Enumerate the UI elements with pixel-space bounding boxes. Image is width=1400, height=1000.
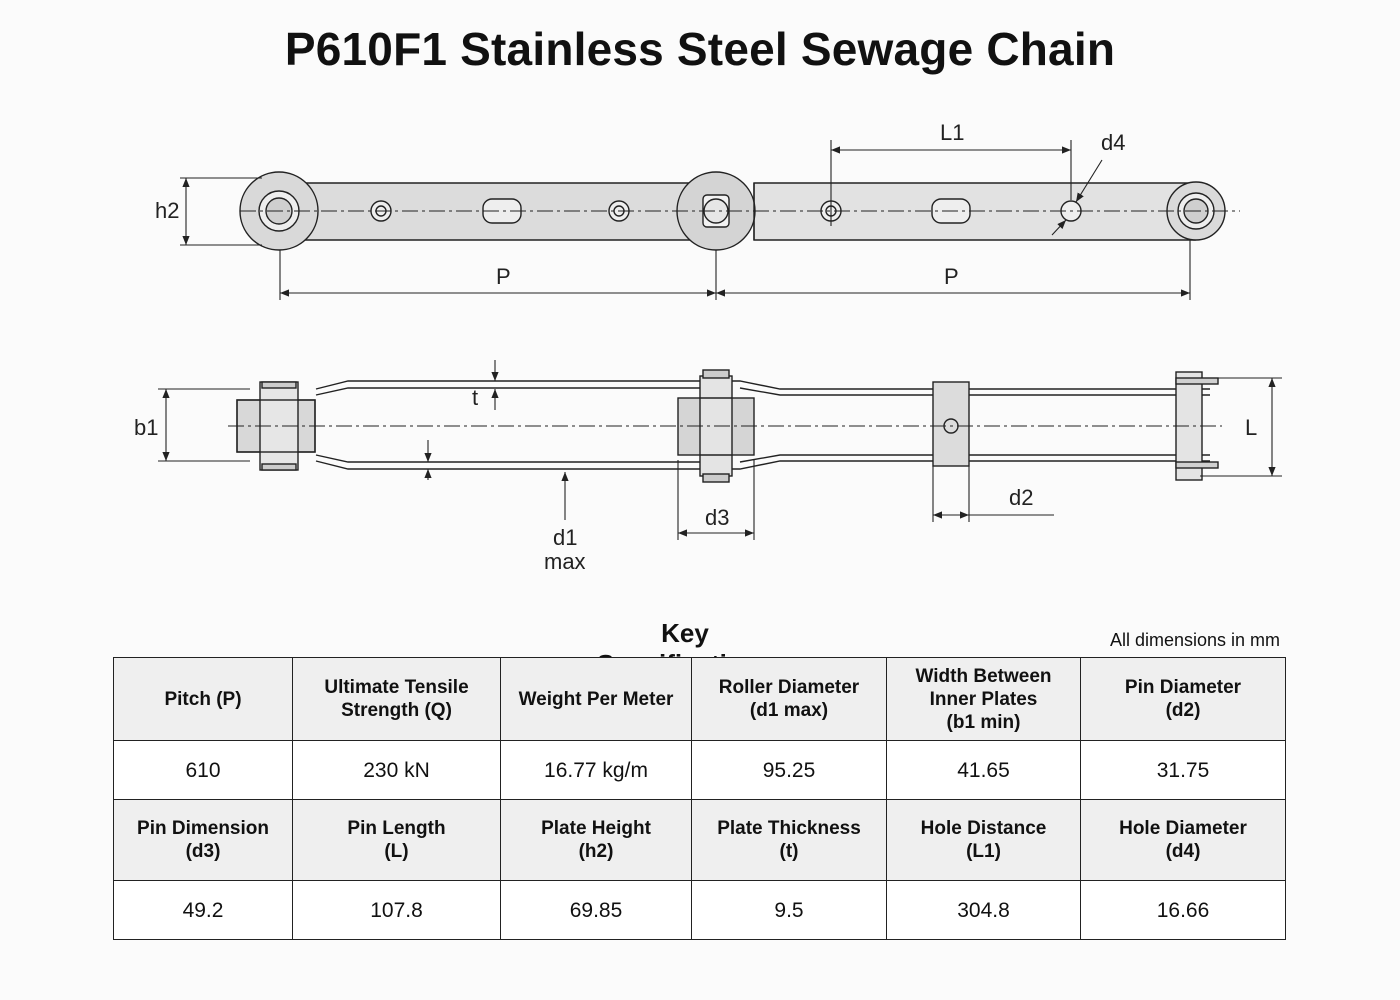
spec-header-line: Inner Plates: [929, 688, 1038, 710]
spec-header-row-1: [114, 658, 1286, 741]
spec-header-line: Pitch (P): [164, 688, 242, 710]
spec-value-cell: 95.25: [692, 741, 887, 800]
spec-header-line: (h2): [578, 841, 614, 862]
spec-value-row-2: [114, 881, 1286, 940]
units-note: All dimensions in mm: [1109, 630, 1280, 650]
spec-header-line: Plate Height: [541, 818, 651, 839]
spec-header-cell: [692, 800, 887, 881]
spec-header-line: Pin Length: [347, 818, 446, 839]
spec-header-cell: [692, 658, 887, 741]
label-d1-max: max: [544, 549, 586, 574]
spec-value-cell: 610: [114, 741, 293, 800]
spec-value-cell: 16.66: [1081, 881, 1286, 940]
label-d4: d4: [1101, 130, 1126, 155]
label-d1: d1: [553, 525, 578, 550]
spec-header-line: (d4): [1165, 841, 1201, 862]
spec-value-cell: 69.85: [501, 881, 692, 940]
spec-value-cell: 9.5: [692, 881, 887, 940]
spec-header-line: Roller Diameter: [718, 677, 860, 698]
spec-value-cell: 31.75: [1081, 741, 1286, 800]
spec-value-cell: 41.65: [887, 741, 1081, 800]
label-p-left: P: [496, 264, 511, 289]
chain-side-view: [228, 370, 1222, 482]
spec-header-line: Weight Per Meter: [518, 688, 674, 710]
spec-header-line: (d3): [185, 841, 221, 862]
spec-header-cell: [501, 658, 692, 741]
label-l1: L1: [940, 120, 965, 145]
spec-header-line: Strength (Q): [341, 700, 452, 721]
spec-header-line: (t): [779, 841, 799, 862]
spec-value-cell: 49.2: [114, 881, 293, 940]
spec-header-line: (d2): [1165, 700, 1201, 721]
spec-header-line: Plate Thickness: [717, 818, 861, 839]
label-t: t: [472, 385, 479, 410]
label-l: L: [1245, 415, 1258, 440]
specs-table: [113, 657, 1286, 940]
label-h2: h2: [155, 198, 180, 223]
specs-title: Key: [661, 618, 709, 648]
spec-header-line: Pin Dimension: [137, 818, 269, 839]
spec-header-cell: [1081, 800, 1286, 881]
attachment-pin: [933, 382, 969, 466]
spec-header-line: (d1 max): [749, 700, 829, 721]
spec-header-line: Hole Diameter: [1119, 818, 1247, 839]
spec-header-line: Width Between: [915, 665, 1052, 687]
label-d2: d2: [1009, 485, 1034, 510]
spec-header-line: Pin Diameter: [1124, 677, 1242, 698]
spec-value-cell: 107.8: [293, 881, 501, 940]
spec-header-line: Ultimate Tensile: [324, 677, 469, 698]
label-p-right: P: [944, 264, 959, 289]
spec-header-row-2: [114, 800, 1286, 881]
spec-value-cell: 304.8: [887, 881, 1081, 940]
label-b1: b1: [134, 415, 159, 440]
spec-value-row-1: [114, 741, 1286, 800]
chain-top-view: [240, 172, 1240, 250]
spec-value-cell: 16.77 kg/m: [501, 741, 692, 800]
spec-header-line: Hole Distance: [920, 818, 1047, 839]
right-link-plate: [754, 183, 1195, 240]
spec-header-cell: [114, 658, 293, 741]
spec-header-cell: [114, 800, 293, 881]
spec-header-cell: [293, 658, 501, 741]
spec-header-cell: [887, 658, 1081, 741]
spec-header-line: (L1): [966, 841, 1001, 862]
spec-header-cell: [887, 800, 1081, 881]
spec-value-cell: 230 kN: [293, 741, 501, 800]
page-title: P610F1 Stainless Steel Sewage Chain: [284, 23, 1116, 75]
spec-header-line: (b1 min): [946, 711, 1021, 733]
spec-header-cell: [1081, 658, 1286, 741]
label-d3: d3: [705, 505, 730, 530]
spec-header-cell: [293, 800, 501, 881]
spec-header-cell: [501, 800, 692, 881]
spec-header-line: (L): [384, 841, 409, 862]
